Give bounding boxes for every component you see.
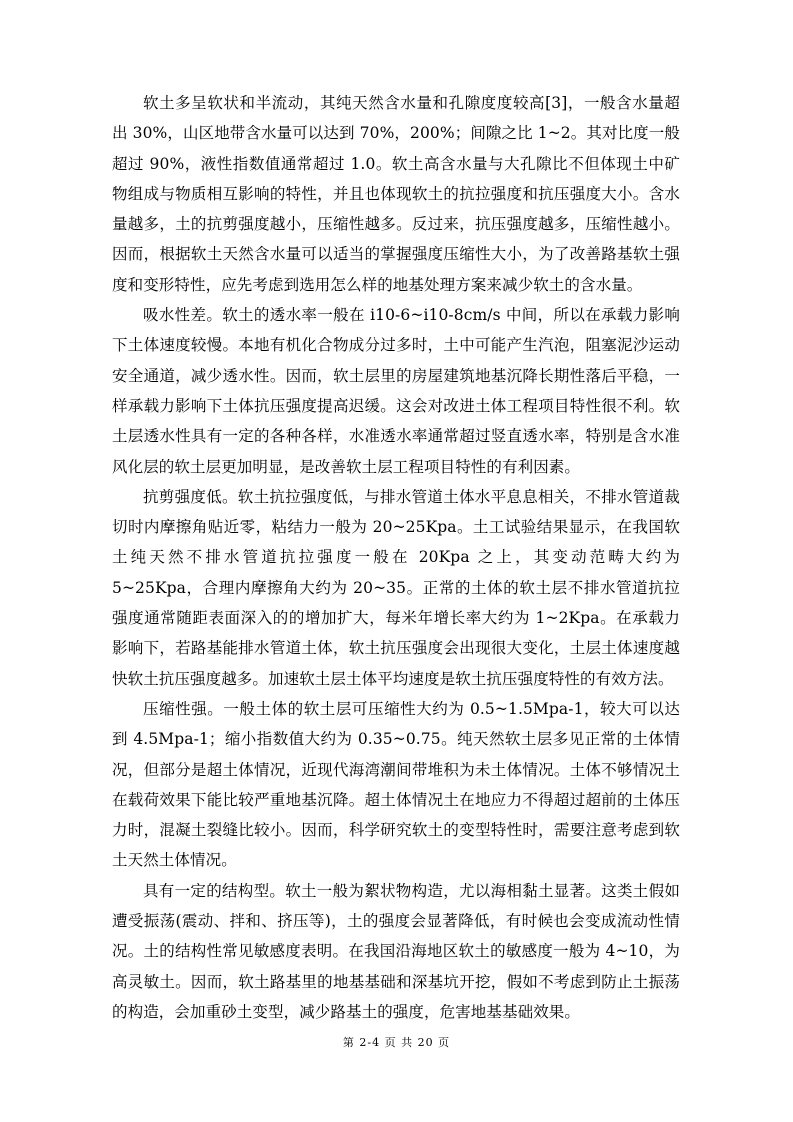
paragraph-permeability: 吸水性差。软土的透水率一般在 i10-6~i10-8cm/s 中间，所以在承载力影响下土体速度较慢。本地有机化合物成分过多时，土中可能产生汽泡，阻塞泥沙运动安全通道，减少透水性。因而，软土层里的房屋建筑地基沉降长期性落后平稳，一样承载力影响下土体抗压强度提高迟缓。这会对改进土体工程项目特性很不利。软土层透水性具有一定的各种各样，水准透水率通常超过竖直透水率，特别是含水准风化层的软土层更加明显，是改善软土层工程项目特性的有利因素。 [112, 306, 680, 476]
page-footer: 第 2-4 页 共 20 页 [342, 1036, 451, 1049]
paragraph-shear-strength: 抗剪强度低。软土抗拉强度低，与排水管道土体水平息息相关，不排水管道裁切时内摩擦角贴近零，粘结力一般为 20~25Kpa。土工试验结果显示，在我国软土纯天然不排水管道抗拉强度一般在 20Kpa 之上，其变动范畴大约为 5~25Kpa，合理内摩擦角大约为 20~35。正常的土体的软土层不排水管道抗拉强度通常随距表面深入的的增加扩大，每米年增长率大约为 1~2Kpa。在承载力影响下，若路基能排水管道土体，软土抗压强度会出现很大变化，土层土体速度越快软土抗压强度越多。加速软土层土体平均速度是软土抗压强度特性的有效方法。 [112, 487, 680, 688]
paragraph-compressibility: 压缩性强。一般土体的软土层可压缩性大约为 0.5~1.5Mpa-1，较大可以达到 4.5Mpa-1；缩小指数值大约为 0.35~0.75。纯天然软土层多见正常的土体情况，但部分是超土体情况，近现代海湾潮间带堆积为未土体情况。土体不够情况土在载荷效果下能比较严重地基沉降。超土体情况土在地应力不得超过超前的土体压力时，混凝土裂缝比较小。因而，科学研究软土的变型特性时，需要注意考虑到软土天然土体情况。 [112, 699, 680, 870]
paragraph-structure: 具有一定的结构型。软土一般为絮状物构造，尤以海相黏土显著。这类土假如遭受振荡(震动、拌和、挤压等)，土的强度会显著降低，有时候也会变成流动性情况。土的结构性常见敏感度表明。在我国沿海地区软土的敏感度一般为 4~10，为高灵敏土。因而，软土路基里的地基基础和深基坑开挖，假如不考虑到防止土振荡的构造，会加重砂土变型，减少路基土的强度，危害地基基础效果。 [112, 881, 680, 1021]
paragraph-water-content: 软土多呈软状和半流动，其纯天然含水量和孔隙度度较高[3]，一般含水量超出 30%，山区地带含水量可以达到 70%，200%；间隙之比 1~2。其对比度一般超过 90%，液性指数值通常超过 1.0。软土高含水量与大孔隙比不但体现土中矿物组成与物质相互影响的特性，并且也体现软土的抗拉强度和抗压强度大小。含水量越多，土的抗剪强度越小，压缩性越多。反过来，抗压强度越多，压缩性越小。因而，根据软土天然含水量可以适当的掌握强度压缩性大小，为了改善路基软土强度和变形特性，应先考虑到选用怎么样的地基处理方案来减少软土的含水量。 [112, 94, 680, 294]
body-text [112, 88, 680, 1027]
